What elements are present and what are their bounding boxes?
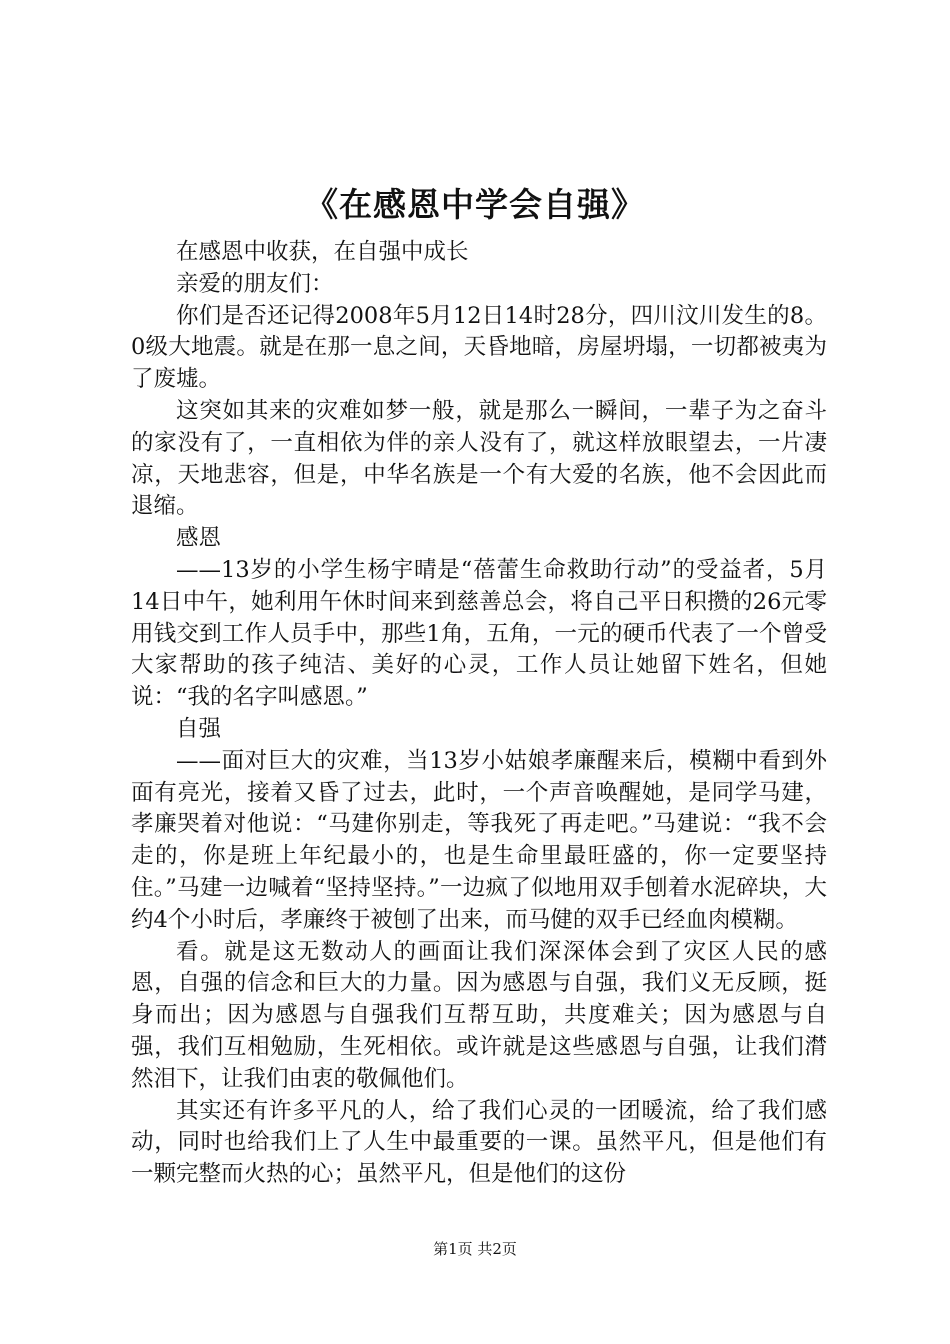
paragraph-subtitle: 在感恩中收获，在自强中成长 bbox=[176, 239, 469, 265]
paragraph-ordinary-people: 其实还有许多平凡的人，给了我们心灵的一团暖流，给了我们感动，同时也给我们上了人生中最重要的一课。虽然平凡，但是他们有一颗完整而火热的心；虽然平凡，但是他们的这份 bbox=[131, 1097, 827, 1188]
paragraph-reflection: 看。就是这无数动人的画面让我们深深体会到了灾区人民的感恩，自强的信念和巨大的力量。因为感恩与自强，我们义无反顾，挺身而出；因为感恩与自强我们互帮互助，共度难关；因为感恩与自强，我们互相勉励，生死相依。或许就是这些感恩与自强，让我们潸然泪下，让我们由衷的敬佩他们。 bbox=[131, 938, 827, 1092]
document-body bbox=[131, 237, 827, 1191]
paragraph-salutation: 亲爱的朋友们： bbox=[176, 270, 334, 297]
paragraph-self-reliance-story: ——面对巨大的灾难，当13岁小姑娘孝廉醒来后，模糊中看到外面有亮光，接着又昏了过去，此时，一个声音唤醒她，是同学马建，孝廉哭着对他说：“马建你别走，等我死了再走吧。”马建说：“我不会走的，你是班上年纪最小的，也是生命里最旺盛的，你一定要坚持住。”马建一边喊着“坚持坚持。”一边疯了似地用双手刨着水泥碎块，大约4个小时后，孝廉终于被刨了出来，而马健的双手已经血肉模糊。 bbox=[131, 747, 827, 933]
paragraph-earthquake-intro: 你们是否还记得2008年5月12日14时28分，四川汶川发生的8。0级大地震。就是在那一息之间，天昏地暗，房屋坍塌，一切都被夷为了废墟。 bbox=[131, 302, 827, 393]
paragraph-heading-self-reliance: 自强 bbox=[176, 715, 222, 742]
paragraph-gratitude-story: ——13岁的小学生杨宇晴是“蓓蕾生命救助行动”的受益者，5月14日中午，她利用午休时间来到慈善总会，将自己平日积攒的26元零用钱交到工作人员手中，那些1角，五角，一元的硬币代表了一个曾受大家帮助的孩子纯洁、美好的心灵，工作人员让她留下姓名，但她说：“我的名字叫感恩。” bbox=[131, 556, 827, 711]
document-title: 《在感恩中学会自强》 bbox=[305, 185, 645, 224]
paragraph-heading-gratitude: 感恩 bbox=[176, 525, 222, 552]
page-footer: 第1页 共2页 bbox=[433, 1240, 517, 1258]
paragraph-disaster: 这突如其来的灾难如梦一般，就是那么一瞬间，一辈子为之奋斗的家没有了，一直相依为伴的亲人没有了，就这样放眼望去，一片凄凉，天地悲容，但是，中华名族是一个有大爱的名族，他不会因此而退缩。 bbox=[131, 397, 827, 520]
